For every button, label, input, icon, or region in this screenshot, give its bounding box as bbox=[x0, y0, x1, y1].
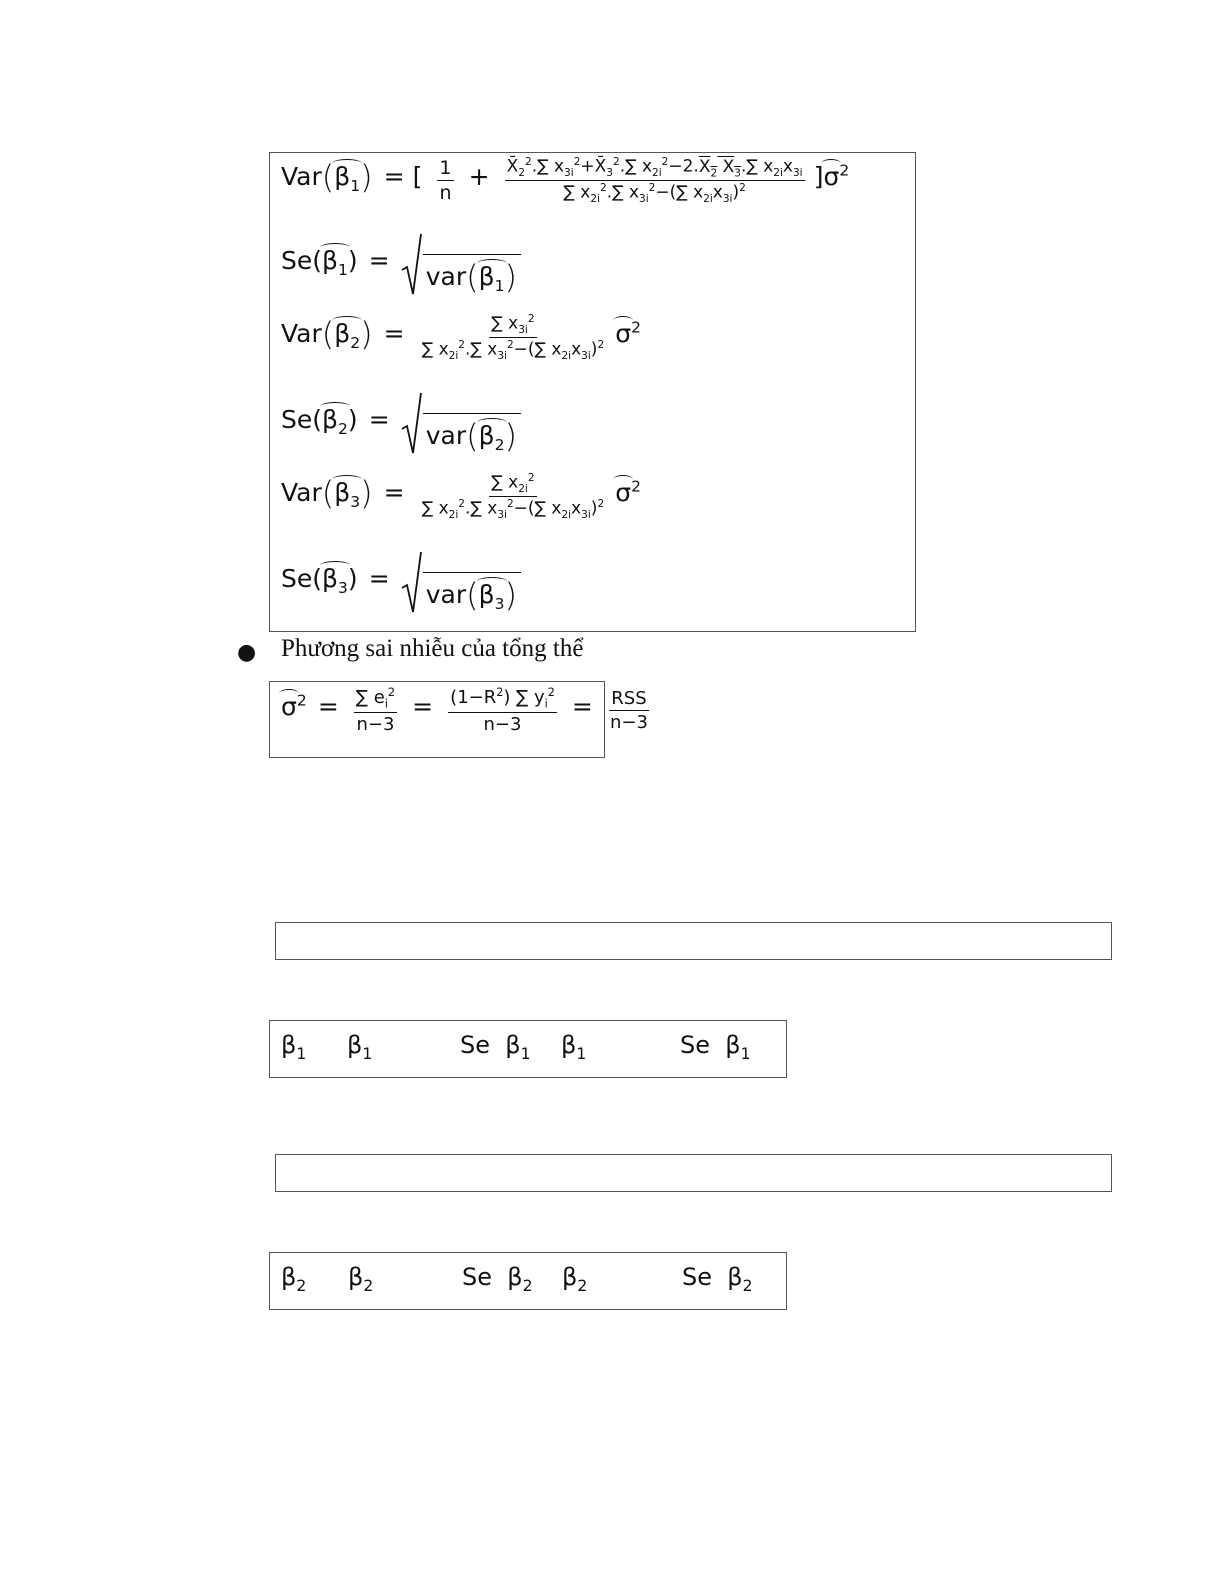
ci2-cell-2: $\beta_2$ bbox=[348, 1263, 374, 1295]
ci1-cell-5: Se $\beta_1$ bbox=[680, 1031, 751, 1063]
sqrt-symbol: $var(\beta_1)$ bbox=[401, 232, 521, 296]
formula-se-beta3: $Se(\beta_3)$ = $var(\beta_3)$ bbox=[281, 550, 521, 614]
ci1-cell-1: $\beta_1$ bbox=[281, 1031, 307, 1063]
sqrt-symbol: $var(\beta_2)$ bbox=[401, 391, 521, 455]
ci2-cell-4: $\beta_2$ bbox=[562, 1263, 588, 1295]
ci1-cell-2: $\beta_1$ bbox=[347, 1031, 373, 1063]
formula-var-beta3: $Var(\beta_3)$ = $\frac{\sum x_{2i}^2}{\sum x_{2i}^2.\sum x_{3i}^2-(\sum x_{2i}x_{3i})^2}$ $\sigma^2$ bbox=[281, 472, 641, 522]
ci1-cell-3: Se $\beta_1$ bbox=[460, 1031, 531, 1063]
formula-se-beta2: $Se(\beta_2)$ = $var(\beta_2)$ bbox=[281, 391, 521, 455]
empty-formula-box-1 bbox=[275, 922, 1112, 960]
bullet-icon: ● bbox=[237, 640, 257, 665]
formula-sigma-squared: $\sigma^2$ = $\frac{\sum e_i^2}{n-3}$ = $\frac{(1-R^2) \sum y_i^2}{n-3}$ = $\frac{\text{RSS}}{n-3}$ bbox=[281, 686, 648, 735]
ci1-cell-4: $\beta_1$ bbox=[561, 1031, 587, 1063]
sqrt-symbol: $var(\beta_3)$ bbox=[401, 550, 521, 614]
formula-var-beta2: $Var(\beta_2)$ = $\frac{\sum x_{3i}^2}{\sum x_{2i}^2.\sum x_{3i}^2-(\sum x_{2i}x_{3i})^2}$ $\sigma^2$ bbox=[281, 313, 641, 363]
ci2-cell-3: Se $\beta_2$ bbox=[462, 1263, 533, 1295]
bullet-text: Phương sai nhiễu của tổng thể bbox=[281, 635, 584, 662]
empty-formula-box-2 bbox=[275, 1154, 1112, 1192]
formula-var-beta1: $Var(\beta_1)$ = [ $\frac{1}{n}$ + $\frac{X̄_2^2.\sum x_{3i}^2+X̄_3^2.\sum x_{2i}^2-2.X_2 X_3.\sum x_{2i}x_{3i}}{\sum x_{2i}^2.\sum x_{3i}^2-(\sum x_{2i}x_{3i})^2}$ ]$\sigma^2$ bbox=[281, 156, 850, 206]
ci2-cell-1: $\beta_2$ bbox=[281, 1263, 307, 1295]
formula-se-beta1: $Se(\beta_1)$ = $var(\beta_1)$ bbox=[281, 232, 521, 296]
ci2-cell-5: Se $\beta_2$ bbox=[682, 1263, 753, 1295]
